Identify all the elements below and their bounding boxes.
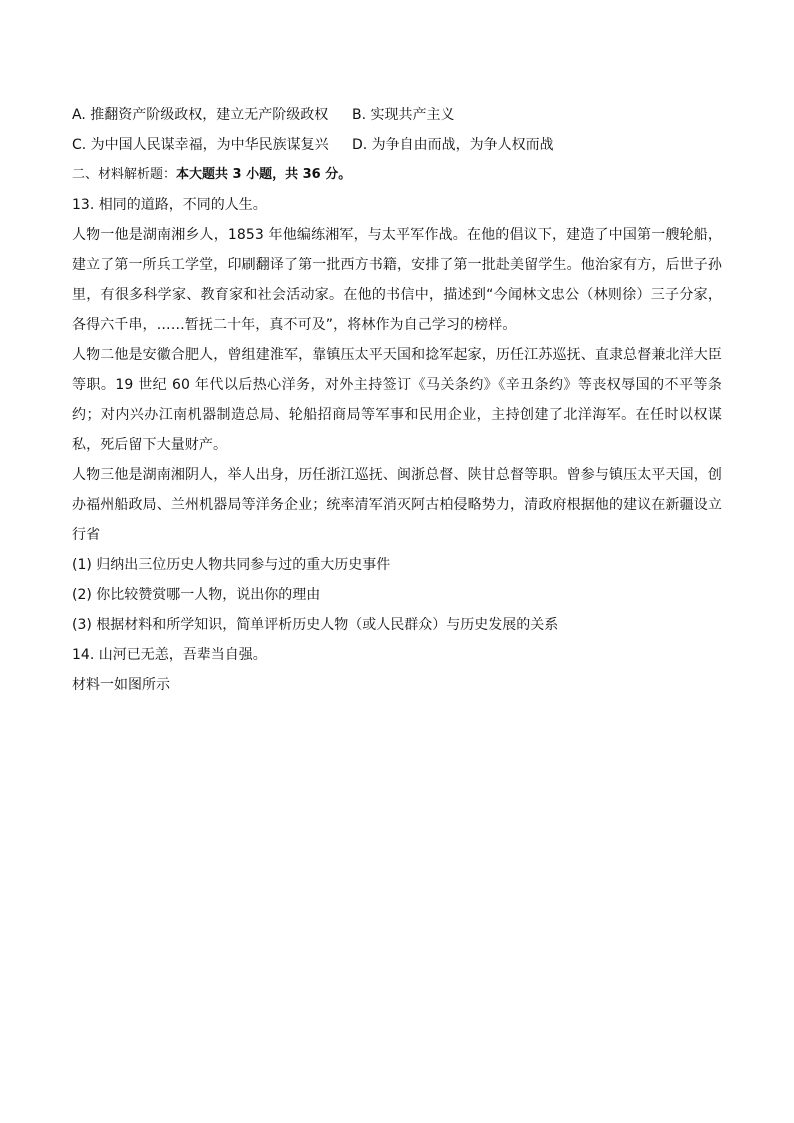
- question-13-person-3: 人物三他是湖南湘阴人，举人出身，历任浙江巡抚、闽浙总督、陕甘总督等职。曾参与镇压太平天国，创办福州船政局、兰州机器局等洋务企业；统率清军消灭阿古柏侵略势力，清政府根据他的建议在新疆设立行省: [72, 467, 722, 543]
- options-row-ab: [72, 100, 722, 130]
- question-13-sub-2: (2) 你比较赞赏哪一人物，说出你的理由: [72, 587, 321, 603]
- question-13-sub-3: (3) 根据材料和所学知识，简单评析历史人物（或人民群众）与历史发展的关系: [72, 617, 559, 633]
- option-b: B. 实现共产主义: [352, 107, 455, 123]
- question-14-material: 材料一如图所示: [72, 677, 170, 693]
- options-row-cd: [72, 130, 722, 160]
- section-prefix: 二、材料解析题：: [72, 167, 177, 182]
- question-13-person-2: 人物二他是安徽合肥人，曾组建淮军，靠镇压太平天国和捻军起家，历任江苏巡抚、直隶总督兼北洋大臣等职。19 世纪 60 年代以后热心洋务，对外主持签订《马关条约》《辛丑条约》等丧权辱国的不平等条约；对内兴办江南机器制造总局、轮船招商局等军事和民用企业，主持创建了北洋海军。在任时以权谋私，死后留下大量财产。: [72, 347, 722, 453]
- option-d: D. 为争自由而战，为争人权而战: [352, 137, 554, 153]
- question-13-person-1: 人物一他是湖南湘乡人，1853 年他编练湘军，与太平军作战。在他的倡议下，建造了中国第一艘轮船，建立了第一所兵工学堂，印刷翻译了第一批西方书籍，安排了第一批赴美留学生。他治家有方，后世子孙里，有很多科学家、教育家和社会活动家。在他的书信中，描述到“今闻林文忠公（林则徐）三子分家，各得六千串，……暂抚二十年，真不可及”，将林作为自己学习的榜样。: [72, 227, 722, 333]
- section-bold-text: 本大题共 3 小题，共 36 分。: [176, 167, 352, 182]
- option-a: A. 推翻资产阶级政权，建立无产阶级政权: [72, 107, 329, 123]
- section-heading: [72, 160, 722, 190]
- option-c: C. 为中国人民谋幸福，为中华民族谋复兴: [72, 137, 329, 153]
- question-13-title: 13. 相同的道路，不同的人生。: [72, 197, 267, 213]
- question-13-sub-1: (1) 归纳出三位历史人物共同参与过的重大历史事件: [72, 557, 391, 573]
- question-14-title: 14. 山河已无恙，吾辈当自强。: [72, 647, 267, 663]
- document-page: [72, 100, 722, 700]
